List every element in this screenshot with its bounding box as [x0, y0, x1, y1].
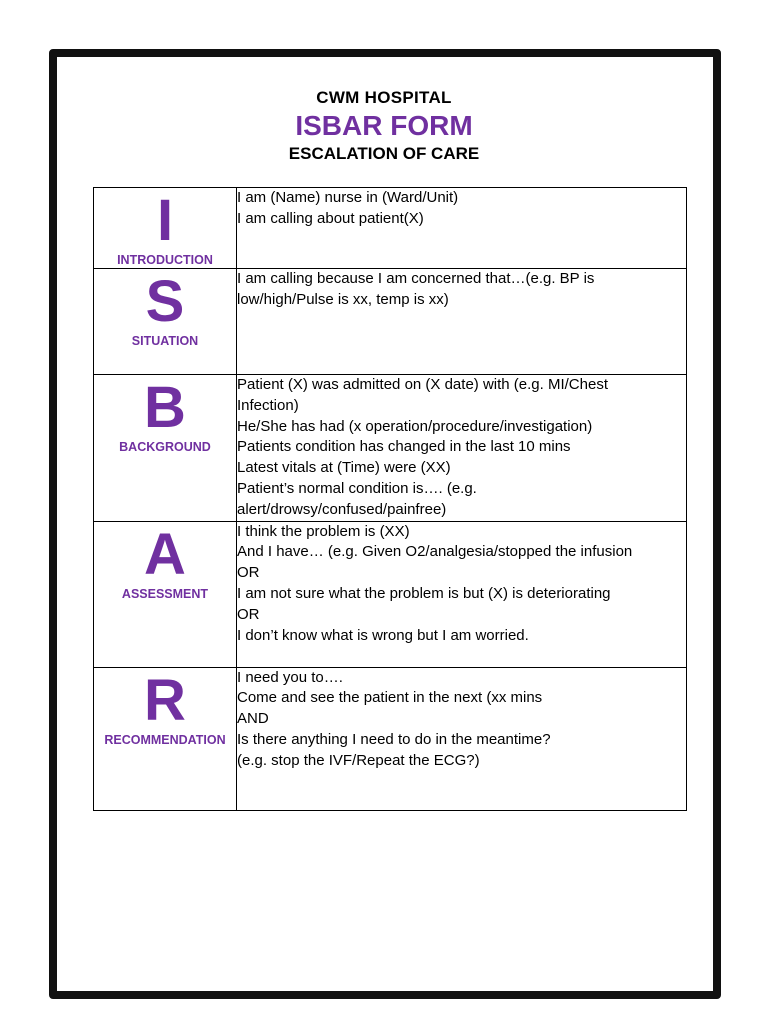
prompt-line: alert/drowsy/confused/painfree) [237, 500, 447, 518]
form-header [0, 86, 768, 166]
isbar-row-assessment [94, 521, 687, 667]
prompt-line: I think the problem is (XX) [237, 522, 410, 540]
isbar-row-introduction [94, 188, 687, 269]
prompt-cell [237, 269, 687, 375]
big-letter: R [144, 667, 186, 733]
prompt-line: And I have… (e.g. Given O2/analgesia/stopped the infusion [237, 543, 633, 561]
letter-cell [94, 188, 237, 269]
prompt-line: Is there anything I need to do in the meantime? [237, 730, 551, 748]
prompt-line: low/high/Pulse is xx, temp is xx) [237, 290, 449, 308]
section-label: SITUATION [131, 334, 199, 348]
section-label: INTRODUCTION [117, 253, 213, 267]
prompt-line: OR [237, 605, 260, 623]
prompt-line: (e.g. stop the IVF/Repeat the ECG?) [237, 751, 480, 769]
prompt-line: I am calling about patient(X) [237, 209, 424, 227]
big-letter: A [144, 521, 186, 587]
prompt-line: He/She has had (x operation/procedure/investigation) [237, 417, 593, 435]
prompt-cell [237, 188, 687, 269]
prompt-cell [237, 521, 687, 667]
form-subtitle: ESCALATION OF CARE [288, 144, 480, 163]
section-label: BACKGROUND [119, 440, 211, 454]
isbar-row-situation [94, 269, 687, 375]
prompt-line: Patient’s normal condition is…. (e.g. [237, 479, 477, 497]
section-label: RECOMMENDATION [104, 732, 226, 747]
letter-cell [94, 667, 237, 810]
prompt-line: I am not sure what the problem is but (X) is deteriorating [237, 584, 611, 602]
isbar-row-background [94, 375, 687, 522]
prompt-cell [237, 375, 687, 522]
letter-cell [94, 269, 237, 375]
form-title: ISBAR FORM [295, 110, 473, 141]
prompt-line: I need you to…. [237, 668, 343, 686]
big-letter: I [156, 188, 174, 253]
prompt-line: Patient (X) was admitted on (X date) with (e.g. MI/Chest [237, 376, 608, 393]
prompt-line: Infection) [237, 396, 299, 414]
prompt-line: I am calling because I am concerned that…(e.g. BP is [237, 270, 595, 287]
hospital-name: CWM HOSPITAL [316, 88, 452, 107]
big-letter: B [144, 375, 186, 440]
prompt-line: Come and see the patient in the next (xx mins [237, 689, 543, 707]
section-label: ASSESSMENT [121, 586, 209, 601]
letter-cell [94, 375, 237, 522]
prompt-line: Patients condition has changed in the last 10 mins [237, 438, 571, 456]
prompt-line: AND [237, 710, 269, 728]
isbar-row-recommendation [94, 667, 687, 810]
prompt-line: I don’t know what is wrong but I am worried. [237, 626, 529, 644]
big-letter: S [145, 269, 185, 334]
prompt-line: OR [237, 564, 260, 582]
isbar-table [93, 187, 687, 811]
letter-cell [94, 521, 237, 667]
prompt-line: I am (Name) nurse in (Ward/Unit) [237, 189, 459, 206]
prompt-line: Latest vitals at (Time) were (XX) [237, 459, 451, 477]
prompt-cell [237, 667, 687, 810]
